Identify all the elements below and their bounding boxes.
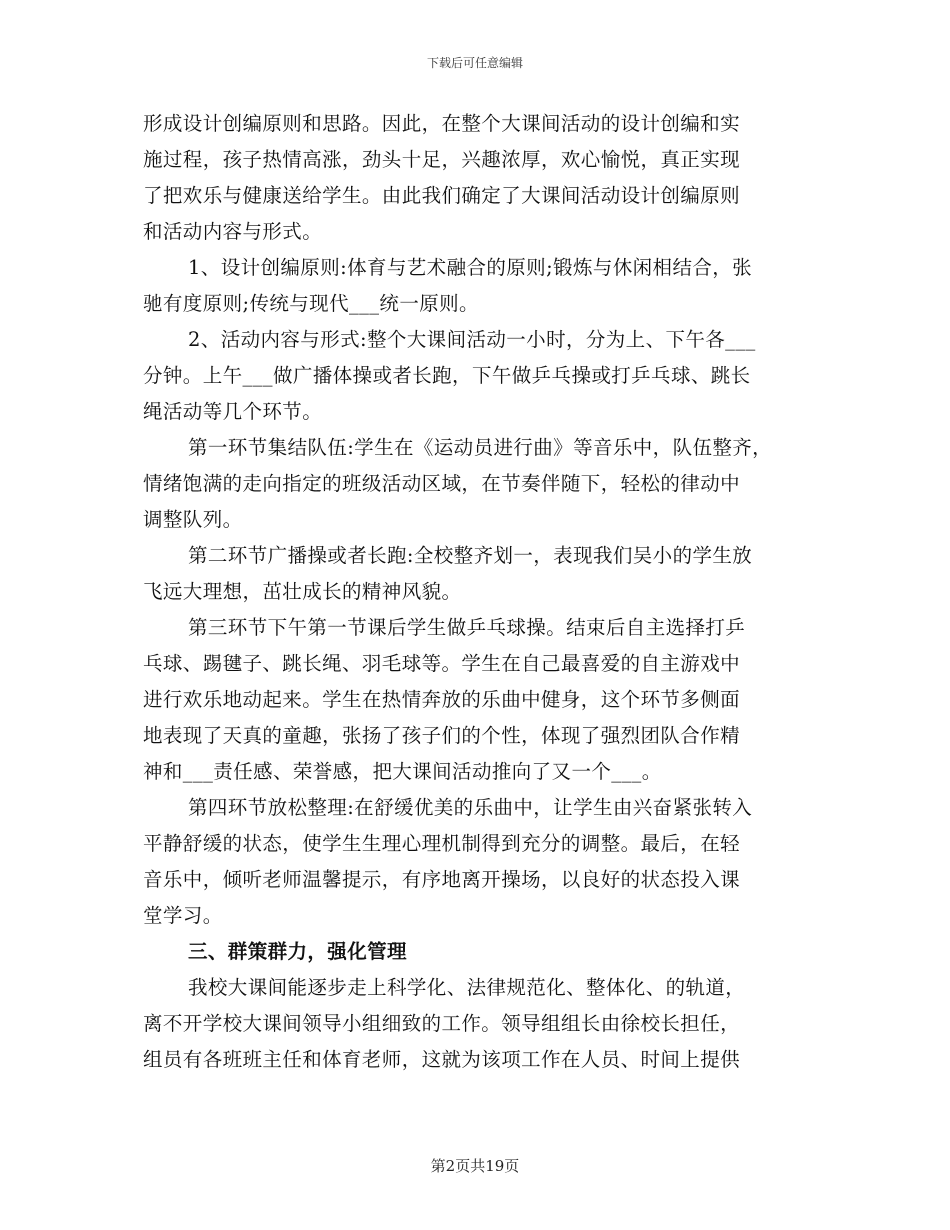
body-line: 施过程，孩子热情高涨，劲头十足，兴趣浓厚，欢心愉悦，真正实现: [143, 148, 741, 171]
body-line: 形成设计创编原则和思路。因此，在整个大课间活动的设计创编和实: [143, 112, 741, 135]
paragraph-start: 我校大课间能逐步走上科学化、法律规范化、整体化、的轨道，: [188, 976, 746, 999]
body-line: 情绪饱满的走向指定的班级活动区域，在节奏伴随下，轻松的律动中: [143, 472, 741, 495]
paragraph-start: 2、活动内容与形式:整个大课间活动一小时，分为上、下午各___: [188, 328, 756, 351]
body-line: 分钟。上午___做广播体操或者长跑，下午做乒乓操或打乒乓球、跳长: [143, 364, 751, 387]
body-line: 神和___责任感、荣誉感，把大课间活动推向了又一个___。: [143, 760, 662, 783]
body-line: 乓球、踢毽子、跳长绳、羽毛球等。学生在自己最喜爱的自主游戏中: [143, 652, 741, 675]
paragraph-start: 第一环节集结队伍:学生在《运动员进行曲》等音乐中，队伍整齐，: [188, 436, 773, 459]
page-footer: 第2页共19页: [430, 1157, 520, 1175]
body-line: 组员有各班班主任和体育老师，这就为该项工作在人员、时间上提供: [143, 1048, 741, 1071]
body-line: 了把欢乐与健康送给学生。由此我们确定了大课间活动设计创编原则: [143, 184, 741, 207]
paragraph-start: 第三环节下午第一节课后学生做乒乓球操。结束后自主选择打乒: [188, 616, 746, 639]
body-line: 飞远大理想，茁壮成长的精神风貌。: [143, 580, 462, 603]
body-line: 地表现了天真的童趣，张扬了孩子们的个性，体现了强烈团队合作精: [143, 724, 741, 747]
body-line: 调整队列。: [143, 508, 243, 531]
section-heading: 三、群策群力，强化管理: [188, 940, 407, 963]
paragraph-start: 第四环节放松整理:在舒缓优美的乐曲中，让学生由兴奋紧张转入: [188, 796, 753, 819]
body-line: 堂学习。: [143, 904, 223, 927]
paragraph-start: 1、设计创编原则:体育与艺术融合的原则;锻炼与休闲相结合，张: [188, 256, 753, 279]
body-line: 离不开学校大课间领导小组细致的工作。领导组组长由徐校长担任，: [143, 1012, 741, 1035]
page-header: 下载后可任意编辑: [426, 56, 523, 70]
body-line: 音乐中，倾听老师温馨提示，有序地离开操场，以良好的状态投入课: [143, 868, 741, 891]
paragraph-start: 第二环节广播操或者长跑:全校整齐划一，表现我们吴小的学生放: [188, 544, 753, 567]
body-line: 平静舒缓的状态，使学生生理心理机制得到充分的调整。最后，在轻: [143, 832, 741, 855]
document-body: [143, 106, 811, 1078]
body-line: 和活动内容与形式。: [143, 220, 323, 243]
body-line: 驰有度原则;传统与现代___统一原则。: [143, 292, 479, 315]
body-line: 绳活动等几个环节。: [143, 400, 323, 423]
body-line: 进行欢乐地动起来。学生在热情奔放的乐曲中健身，这个环节多侧面: [143, 688, 741, 711]
